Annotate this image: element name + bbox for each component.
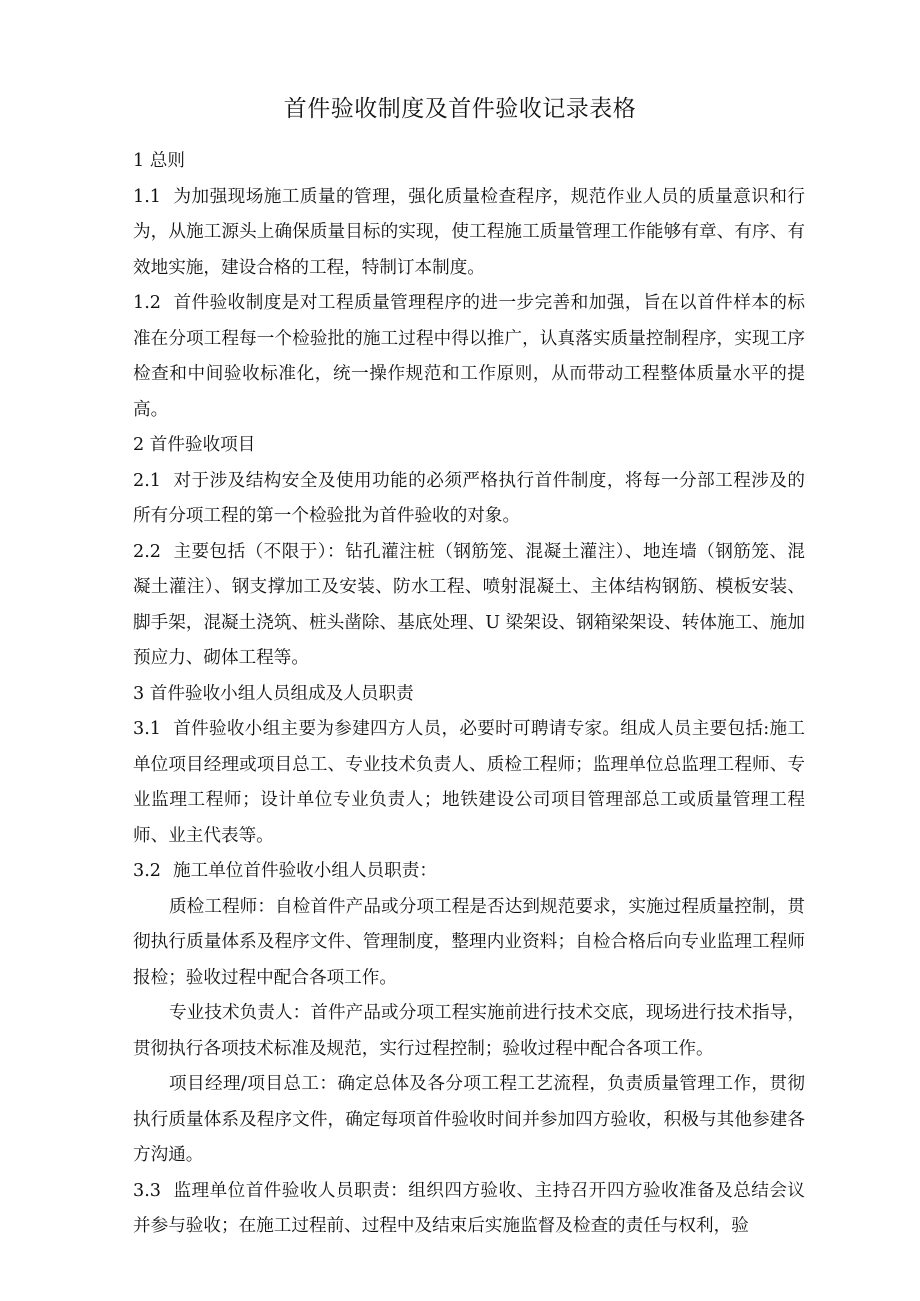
role-technical-lead: 专业技术负责人：首件产品或分项工程实施前进行技术交底，现场进行技术指导，贯彻执行各项技术标准及规范，实行过程控制；验收过程中配合各项工作。 bbox=[133, 1003, 805, 1059]
clause-1-2 bbox=[133, 286, 805, 428]
clause-1-1 bbox=[133, 180, 805, 287]
role-quality-engineer: 质检工程师：自检首件产品或分项工程是否达到规范要求，实施过程质量控制，贯彻执行质量体系及程序文件、管理制度，整理内业资料；自检合格后向专业监理工程师报检；验收过程中配合各项工作。 bbox=[133, 896, 805, 988]
section-heading-2: 2 首件验收项目 bbox=[133, 435, 256, 455]
clause-number: 3.3 bbox=[133, 1180, 161, 1201]
clause-number: 3.1 bbox=[133, 719, 161, 739]
clause-number: 2.2 bbox=[133, 541, 161, 562]
section-heading-1: 1 总则 bbox=[133, 151, 185, 171]
section-heading-3: 3 首件验收小组人员组成及人员职责 bbox=[133, 683, 414, 704]
clause-2-1 bbox=[133, 464, 805, 535]
clause-3-3 bbox=[133, 1174, 805, 1245]
role-project-manager: 项目经理/项目总工：确定总体及各分项工程工艺流程，负责质量管理工作，贯彻执行质量体系及程序文件，确定每项首件验收时间并参加四方验收，积极与其他参建各方沟通。 bbox=[133, 1074, 805, 1165]
clause-number: 1.1 bbox=[133, 186, 161, 207]
clause-text: 施工单位首件验收小组人员职责： bbox=[173, 861, 437, 881]
clause-text: 首件验收小组主要为参建四方人员，必要时可聘请专家。组成人员主要包括:施工单位项目经理或项目总工、专业技术负责人、质检工程师；监理单位总监理工程师、专业监理工程师；设计单位专业负责人；地铁建设公司项目管理部总工或质量管理工程师、业主代表等。 bbox=[133, 719, 805, 846]
clause-text: 监理单位首件验收人员职责：组织四方验收、主持召开四方验收准备及总结会议并参与验收；在施工过程前、过程中及结束后实施监督及检查的责任与权利，验 bbox=[133, 1180, 805, 1236]
clause-number: 2.1 bbox=[133, 470, 161, 491]
clause-number: 1.2 bbox=[133, 293, 161, 313]
document-body bbox=[133, 144, 805, 1245]
clause-number: 3.2 bbox=[133, 861, 161, 881]
clause-3-1 bbox=[133, 712, 805, 854]
clause-2-2 bbox=[133, 535, 805, 677]
clause-text: 首件验收制度是对工程质量管理程序的进一步完善和加强，旨在以首件样本的标准在分项工程每一个检验批的施工过程中得以推广，认真落实质量控制程序，实现工序检查和中间验收标准化，统一操作规范和工作原则，从而带动工程整体质量水平的提高。 bbox=[133, 293, 805, 420]
clause-text: 对于涉及结构安全及使用功能的必须严格执行首件制度，将每一分部工程涉及的所有分项工程的第一个检验批为首件验收的对象。 bbox=[133, 470, 805, 526]
clause-3-2 bbox=[133, 854, 805, 890]
document-title: 首件验收制度及首件验收记录表格 bbox=[283, 96, 637, 122]
clause-text: 为加强现场施工质量的管理，强化质量检查程序，规范作业人员的质量意识和行为，从施工源头上确保质量目标的实现，使工程施工质量管理工作能够有章、有序、有效地实施，建设合格的工程，特制订本制度。 bbox=[133, 186, 805, 278]
clause-text: 主要包括（不限于）：钻孔灌注桩（钢筋笼、混凝土灌注）、地连墙（钢筋笼、混凝土灌注）、钢支撑加工及安装、防水工程、喷射混凝土、主体结构钢筋、模板安装、脚手架，混凝土浇筑、桩头凿除、基底处理、U 梁架设、钢箱梁架设、转体施工、施加预应力、砌体工程等。 bbox=[133, 541, 805, 668]
